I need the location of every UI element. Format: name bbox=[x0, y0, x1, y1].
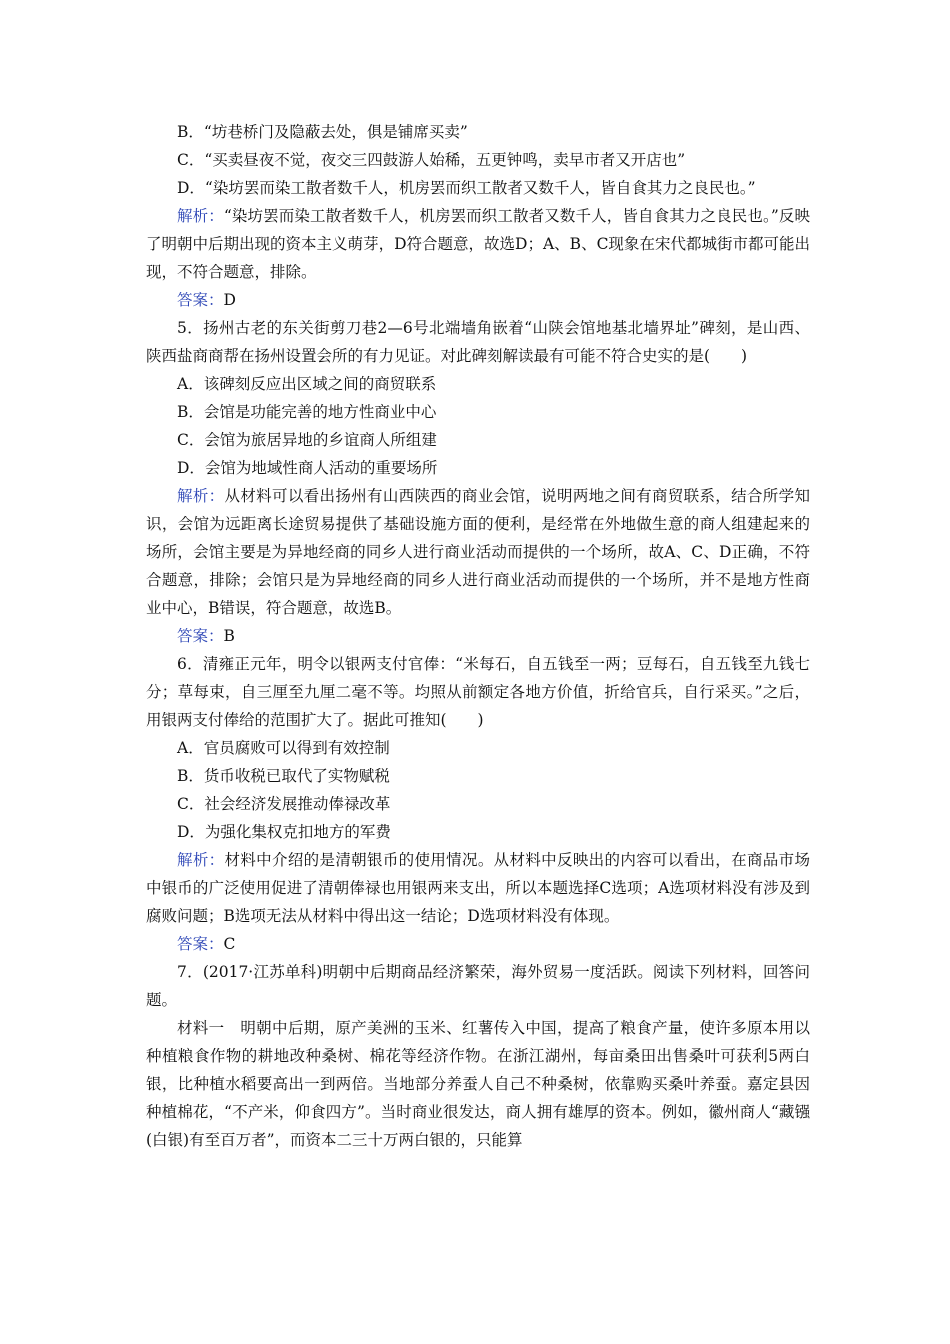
analysis-label: 解析： bbox=[177, 487, 225, 505]
document-page bbox=[146, 118, 810, 1154]
q6-answer bbox=[146, 930, 810, 958]
q5-analysis-text: 从材料可以看出扬州有山西陕西的商业会馆，说明两地之间有商贸联系，结合所学知识，会馆为远距离长途贸易提供了基础设施方面的便利，是经常在外地做生意的商人组建起来的场所，会馆主要是为异地经商的同乡人进行商业活动而提供的一个场所，故A、C、D正确，不符合题意，排除；会馆只是为异地经商的同乡人进行商业活动而提供的一个场所，并不是地方性商业中心，B错误，符合题意，故选B。 bbox=[146, 487, 810, 617]
q6-option-d: D．为强化集权克扣地方的军费 bbox=[177, 823, 391, 841]
q4-answer bbox=[146, 286, 810, 314]
answer-label: 答案： bbox=[177, 627, 224, 645]
q6-stem: 6．清雍正元年，明令以银两支付官俸：“米每石，自五钱至一两；豆每石，自五钱至九钱七分；草每束，自三厘至九厘二毫不等。均照从前额定各地方价值，折给官兵，自行采买。”之后，用银两支付俸给的范围扩大了。据此可推知( ) bbox=[146, 655, 810, 729]
q6-answer-value: C bbox=[223, 935, 236, 953]
q5-option-c: C．会馆为旅居异地的乡谊商人所组建 bbox=[177, 431, 437, 449]
q5-stem: 5．扬州古老的东关街剪刀巷2—6号北端墙角嵌着“山陕会馆地基北墙界址”碑刻，是山西、陕西盐商商帮在扬州设置会所的有力见证。对此碑刻解读最有可能不符合史实的是( ) bbox=[146, 319, 810, 365]
q7-material-1 bbox=[146, 1014, 810, 1154]
material-gap bbox=[225, 1019, 241, 1037]
material-1-text: 明朝中后期，原产美洲的玉米、红薯传入中国，提高了粮食产量，使许多原本用以种植粮食作物的耕地改种桑树、棉花等经济作物。在浙江湖州，每亩桑田出售桑叶可获利5两白银，比种植水稻要高出一到两倍。当地部分养蚕人自己不种桑树，依靠购买桑叶养蚕。嘉定县因种植棉花，“不产米，仰食四方”。当时商业很发达，商人拥有雄厚的资本。例如，徽州商人“藏镪(白银)有至百万者”，而资本二三十万两白银的，只能算 bbox=[146, 1019, 810, 1149]
answer-label: 答案： bbox=[177, 291, 224, 309]
q5-answer-value: B bbox=[223, 627, 235, 645]
q5-analysis bbox=[146, 482, 810, 622]
q6-option-c: C．社会经济发展推动俸禄改革 bbox=[177, 795, 391, 813]
q5-answer bbox=[146, 622, 810, 650]
q4-option-b: B．“坊巷桥门及隐蔽去处，俱是铺席买卖” bbox=[177, 123, 468, 141]
analysis-label: 解析： bbox=[177, 851, 225, 869]
material-1-title: 材料一 bbox=[177, 1019, 225, 1037]
q6-option-b: B．货币收税已取代了实物赋税 bbox=[177, 767, 390, 785]
q6-analysis bbox=[146, 846, 810, 930]
q7-stem: 7．(2017·江苏单科)明朝中后期商品经济繁荣，海外贸易一度活跃。阅读下列材料，回答问题。 bbox=[146, 963, 810, 1009]
q5-option-b: B．会馆是功能完善的地方性商业中心 bbox=[177, 403, 437, 421]
q4-option-c: C．“买卖昼夜不觉，夜交三四鼓游人始稀，五更钟鸣，卖早市者又开店也” bbox=[177, 151, 686, 169]
q5-option-a: A．该碑刻反应出区域之间的商贸联系 bbox=[177, 375, 437, 393]
q4-option-d: D．“染坊罢而染工散者数千人，机房罢而织工散者又数千人，皆自食其力之良民也。” bbox=[177, 179, 756, 197]
q4-analysis bbox=[146, 202, 810, 286]
q6-analysis-text: 材料中介绍的是清朝银币的使用情况。从材料中反映出的内容可以看出，在商品市场中银币的广泛使用促进了清朝俸禄也用银两来支出，所以本题选择C选项；A选项材料没有涉及到腐败问题；B选项无法从材料中得出这一结论；D选项材料没有体现。 bbox=[146, 851, 810, 925]
q6-option-a: A．官员腐败可以得到有效控制 bbox=[177, 739, 390, 757]
answer-label: 答案： bbox=[177, 935, 224, 953]
q5-option-d: D．会馆为地域性商人活动的重要场所 bbox=[177, 459, 438, 477]
q4-analysis-text: “染坊罢而染工散者数千人，机房罢而织工散者又数千人，皆自食其力之良民也。”反映了明朝中后期出现的资本主义萌芽，D符合题意，故选D；A、B、C现象在宋代都城街市都可能出现，不符合题意，排除。 bbox=[146, 207, 810, 281]
analysis-label: 解析： bbox=[177, 207, 224, 225]
q4-answer-value: D bbox=[223, 291, 236, 309]
